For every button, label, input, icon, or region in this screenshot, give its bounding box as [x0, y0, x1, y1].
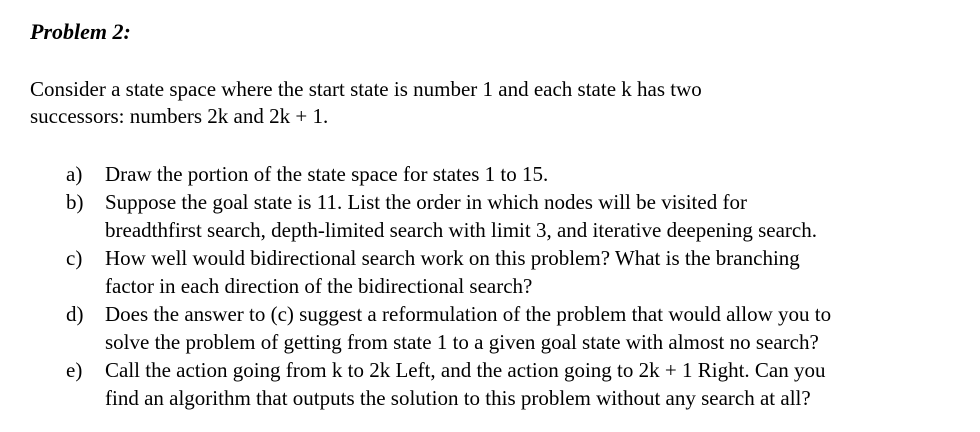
intro-line: successors: numbers 2k and 2k + 1. — [30, 104, 329, 128]
question-item-a — [66, 160, 976, 188]
question-text-line: solve the problem of getting from state 1 to a given goal state with almost no search? — [105, 330, 819, 354]
problem-title: Problem 2: — [30, 19, 131, 44]
question-text-line: How well would bidirectional search work on this problem? What is the branching — [105, 246, 800, 270]
question-marker: d) — [66, 302, 84, 326]
question-text-line: factor in each direction of the bidirectional search? — [105, 274, 533, 298]
question-text-line: Draw the portion of the state space for states 1 to 15. — [105, 162, 549, 186]
question-item-b — [66, 188, 976, 244]
question-item-c — [66, 244, 976, 300]
problem-intro — [30, 76, 930, 130]
question-marker: a) — [66, 162, 83, 186]
question-text-line: find an algorithm that outputs the solution to this problem without any search at all? — [105, 386, 811, 410]
question-item-e — [66, 356, 976, 412]
question-text-line: Call the action going from k to 2k Left, and the action going to 2k + 1 Right. Can you — [105, 358, 826, 382]
question-text-line: breadthfirst search, depth-limited search with limit 3, and iterative deepening search. — [105, 218, 817, 242]
question-text-line: Does the answer to (c) suggest a reformulation of the problem that would allow you to — [105, 302, 832, 326]
question-marker: c) — [66, 246, 83, 270]
question-item-d — [66, 300, 976, 356]
question-list — [66, 160, 976, 412]
question-marker: e) — [66, 358, 83, 382]
question-marker: b) — [66, 190, 84, 214]
question-text-line: Suppose the goal state is 11. List the order in which nodes will be visited for — [105, 190, 747, 214]
intro-line: Consider a state space where the start state is number 1 and each state k has two — [30, 77, 702, 101]
